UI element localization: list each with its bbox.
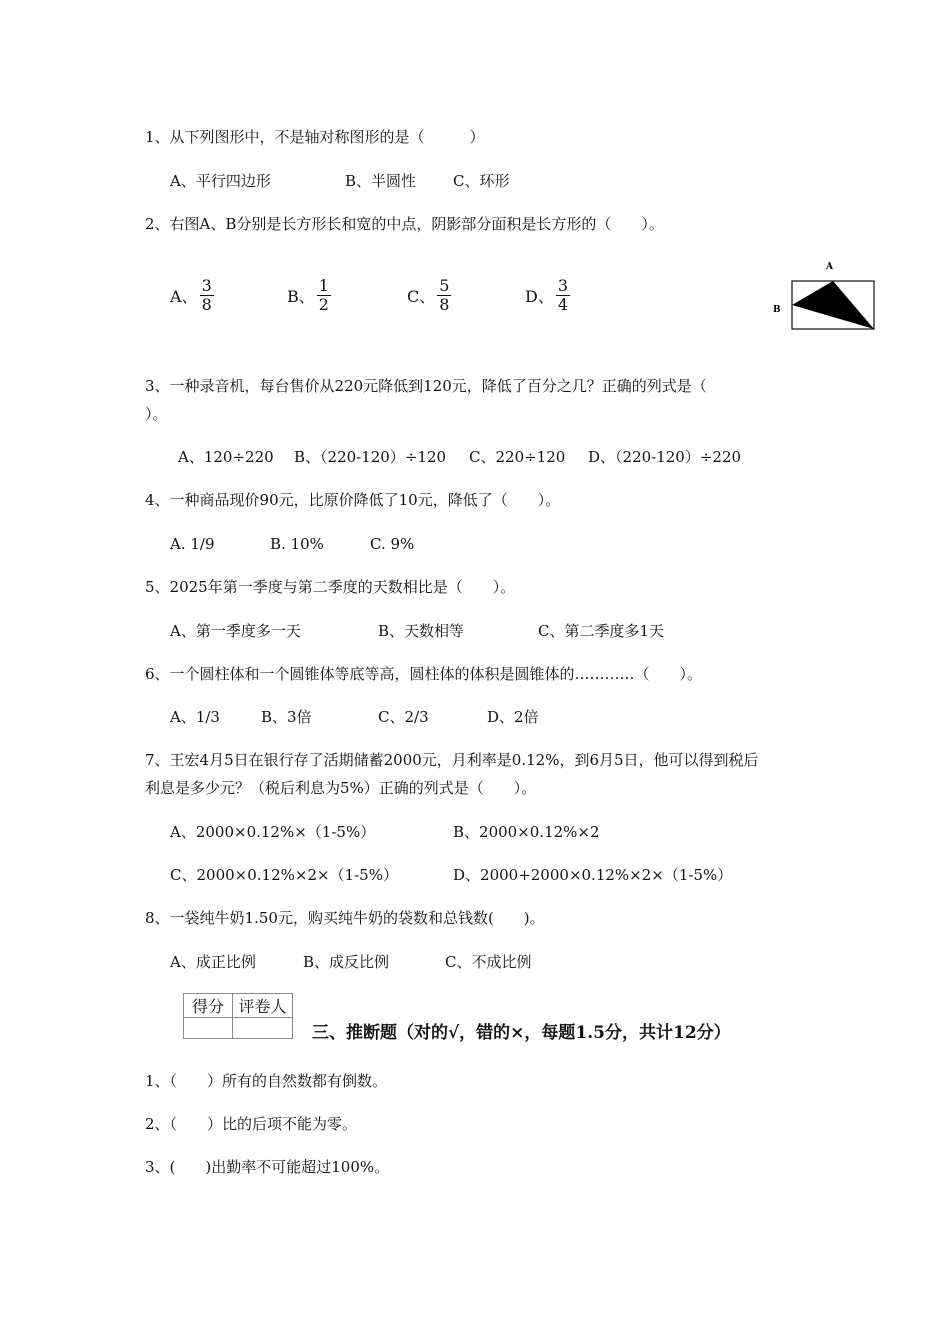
section3-item-1: 1、（ ）所有的自然数都有倒数。 [145,1072,388,1090]
q2-option-d-numerator: 3 [557,275,569,295]
q5-stem: 5、2025年第一季度与第二季度的天数相比是（ ）。 [145,578,516,596]
q8-option-b: B、成反比例 [303,953,390,971]
q3-stem-line2: ）。 [145,405,168,423]
q6-option-d: D、2倍 [487,708,539,726]
q5-option-b: B、天数相等 [378,622,465,640]
q2-option-c [407,270,451,320]
q1-option-b: B、半圆性 [345,172,417,190]
q2-option-b [287,270,331,320]
q2-option-c-numerator: 5 [439,275,450,295]
q2-stem: 2、右图A、B分别是长方形长和宽的中点，阴影部分面积是长方形的（ ）。 [145,215,664,233]
q3-option-a: A、120÷220 [178,448,274,466]
q7-stem-line1: 7、王宏4月5日在银行存了活期储蓄2000元，月利率是0.12%，到6月5日，他可以得到税后 [145,751,759,769]
q2-option-b-fraction [317,277,331,314]
score-box-header-grader: 评卷人 [233,994,293,1018]
q8-option-c: C、不成比例 [445,953,532,971]
q7-option-d: D、2000+2000×0.12%×2×（1-5%） [453,866,733,884]
q2-option-b-numerator: 1 [318,275,329,295]
q7-option-a: A、2000×0.12%×（1-5%） [170,823,376,841]
q2-label-a: A [826,262,833,272]
q7-stem-line2: 利息是多少元？（税后利息为5%）正确的列式是（ ）。 [145,779,537,797]
q4-stem: 4、一种商品现价90元，比原价降低了10元，降低了（ ）。 [145,491,561,509]
q2-option-b-letter: B、 [287,286,315,306]
q1-option-c: C、环形 [453,172,510,190]
q8-stem: 8、一袋纯牛奶1.50元，购买纯牛奶的袋数和总钱数( )。 [145,909,545,927]
q8-option-a: A、成正比例 [170,953,256,971]
score-box-cell-grader [233,1018,293,1039]
q6-option-c: C、2/3 [378,708,429,726]
q2-option-a [170,270,214,320]
q2-option-c-fraction [437,277,451,314]
q2-option-a-denominator: 8 [201,294,212,314]
score-box-header-score: 得分 [184,994,233,1018]
q2-option-d [525,270,570,320]
q1-option-a: A、平行四边形 [170,172,271,190]
q2-options [170,270,770,320]
q6-stem: 6、一个圆柱体和一个圆锥体等底等高，圆柱体的体积是圆锥体的…………（ ）。 [145,665,703,683]
q2-option-d-fraction [556,277,570,314]
q5-option-c: C、第二季度多1天 [538,622,665,640]
q3-option-d: D、（220-120）÷220 [588,448,742,466]
q5-option-a: A、第一季度多一天 [170,622,301,640]
section3-item-3: 3、( )出勤率不可能超过100%。 [145,1158,390,1176]
q2-option-a-numerator: 3 [201,275,212,295]
q2-option-a-fraction [200,277,214,314]
q2-option-b-denominator: 2 [318,294,329,314]
q2-option-c-denominator: 8 [439,294,450,314]
section3-item-2: 2、（ ）比的后项不能为零。 [145,1115,358,1133]
score-box [183,993,293,1039]
q2-option-d-letter: D、 [525,286,554,306]
q6-option-a: A、1/3 [170,708,220,726]
q7-option-c: C、2000×0.12%×2×（1-5%） [170,866,398,884]
q2-option-a-letter: A、 [170,286,198,306]
q2-rectangle-figure [770,258,880,336]
q2-option-c-letter: C、 [407,286,436,306]
q1-stem: 1、从下列图形中，不是轴对称图形的是（ ） [145,128,485,146]
q3-option-c: C、220÷120 [469,448,566,466]
q4-option-a: A. 1/9 [170,535,215,553]
q2-label-b: B [773,305,781,315]
q4-option-c: C. 9% [370,535,415,553]
q3-option-b: B、（220-120）÷120 [294,448,447,466]
q7-option-b: B、2000×0.12%×2 [453,823,600,841]
q3-stem-line1: 3、一种录音机，每台售价从220元降低到120元，降低了百分之几？正确的列式是（ [145,377,707,395]
score-box-cell-score [184,1018,233,1039]
q6-option-b: B、3倍 [261,708,312,726]
section3-title: 三、推断题（对的√，错的×，每题1.5分，共计12分） [312,1023,731,1043]
q2-shaded-triangle [792,281,874,329]
q4-option-b: B. 10% [270,535,324,553]
q2-option-d-denominator: 4 [557,294,569,314]
